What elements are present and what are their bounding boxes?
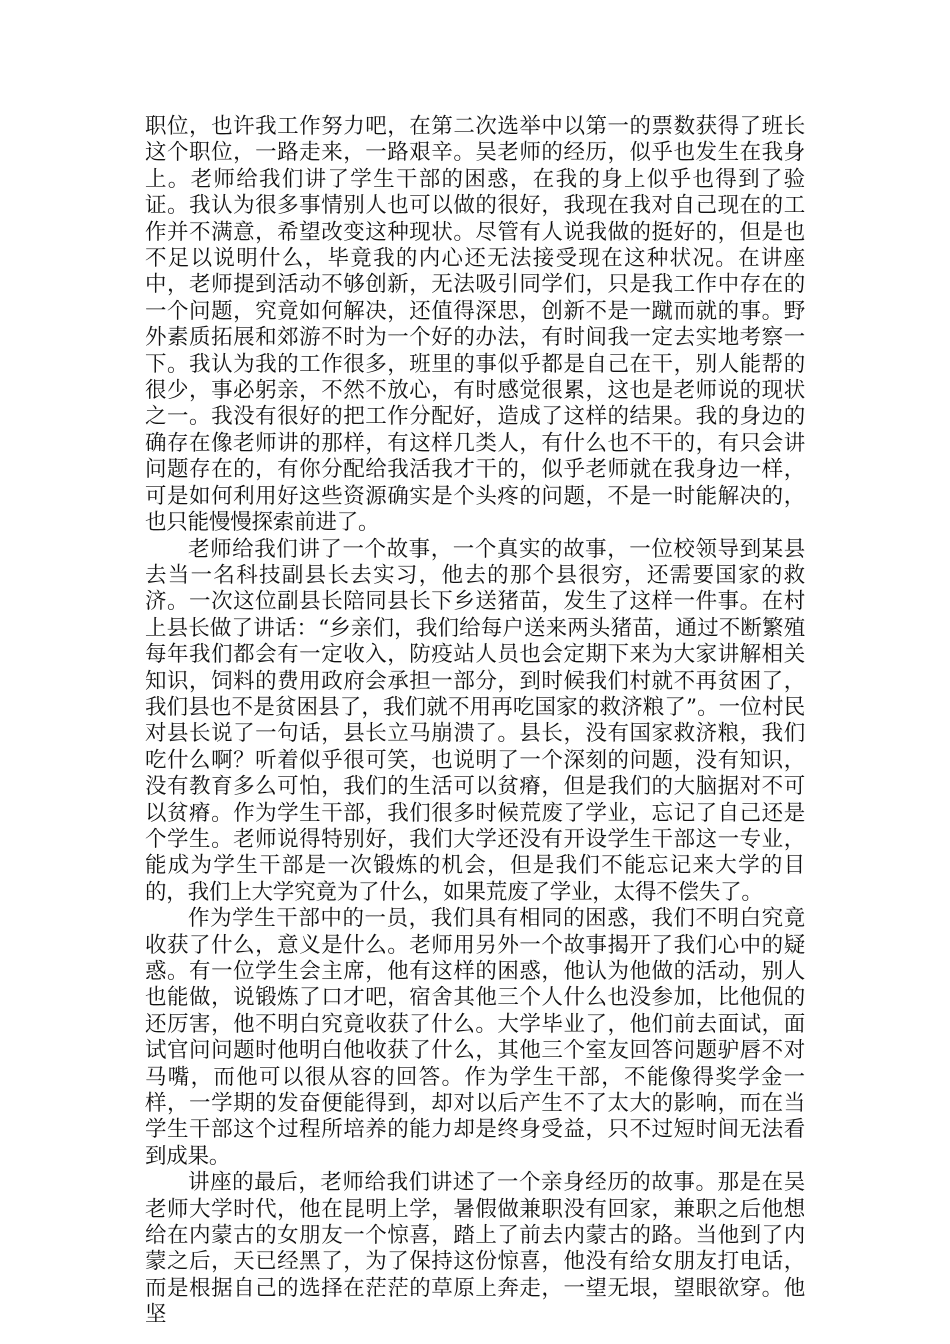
paragraph-1: 职位，也许我工作努力吧，在第二次选举中以第一的票数获得了班长这个职位，一路走来，一路艰辛。吴老师的经历，似乎也发生在我身上。老师给我们讲了学生干部的困惑，在我的身上似乎也得到了验证。我认为很多事情别人也可以做的很好，我现在我对自己现在的工作并不满意，希望改变这种现状。尽管有人说我做的挺好的，但是也不足以说明什么，毕竟我的内心还无法接受现在这种状况。在讲座中，老师提到活动不够创新，无法吸引同学们，只是我工作中存在的一个问题，究竟如何解决，还值得深思，创新不是一蹴而就的事。野外素质拓展和郊游不时为一个好的办法，有时间我一定去实地考察一下。我认为我的工作很多，班里的事似乎都是自己在干，别人能帮的很少，事必躬亲，不然不放心，有时感觉很累，这也是老师说的现状之一。我没有很好的把工作分配好，造成了这样的结果。我的身边的确存在像老师讲的那样，有这样几类人，有什么也不干的，有只会讲问题存在的，有你分配给我活我才干的，似乎老师就在我身边一样，可是如何利用好这些资源确实是个头疼的问题，不是一时能解决的，也只能慢慢探索前进了。 <box>145 114 805 536</box>
paragraph-2: 老师给我们讲了一个故事，一个真实的故事，一位校领导到某县去当一名科技副县长去实习，他去的那个县很穷，还需要国家的救济。一次这位副县长陪同县长下乡送猪苗，发生了这样一件事。在村上县长做了讲话：“乡亲们，我们给每户送来两头猪苗，通过不断繁殖每年我们都会有一定收入，防疫站人员也会定期下来为大家讲解相关知识，饲料的费用政府会承担一部分，到时候我们村就不再贫困了，我们县也不是贫困县了，我们就不用再吃国家的救济粮了”。一位村民对县长说了一句话，县长立马崩溃了。县长，没有国家救济粮，我们吃什么啊？听着似乎很可笑，也说明了一个深刻的问题，没有知识，没有教育多么可怕，我们的生活可以贫瘠，但是我们的大脑据对不可以贫瘠。作为学生干部，我们很多时候荒废了学业，忘记了自己还是个学生。老师说得特别好，我们大学还没有开设学生干部这一专业，能成为学生干部是一次锻炼的机会，但是我们不能忘记来大学的目的，我们上大学究竟为了什么，如果荒废了学业，太得不偿失了。 <box>145 536 805 905</box>
document-body <box>145 114 805 1329</box>
paragraph-4: 讲座的最后，老师给我们讲述了一个亲身经历的故事。那是在吴老师大学时代，他在昆明上学，暑假做兼职没有回家，兼职之后他想给在内蒙古的女朋友一个惊喜，踏上了前去内蒙古的路。当他到了内蒙之后，天已经黑了，为了保持这份惊喜，他没有给女朋友打电话，而是根据自己的选择在茫茫的草原上奔走，一望无垠，望眼欲穿。他坚 <box>145 1170 805 1328</box>
paragraph-3: 作为学生干部中的一员，我们具有相同的困惑，我们不明白究竟收获了什么，意义是什么。老师用另外一个故事揭开了我们心中的疑惑。有一位学生会主席，他有这样的困惑，他认为他做的活动，别人也能做，说锻炼了口才吧，宿舍其他三个人什么也没参加，比他侃的还厉害，他不明白究竟收获了什么。大学毕业了，他们前去面试，面试官问问题时他明白他收获了什么，其他三个室友回答问题驴唇不对马嘴，而他可以很从容的回答。作为学生干部，不能像得奖学金一样，一学期的发奋便能得到，却对以后产生不了太大的影响，而在当学生干部这个过程所培养的能力却是终身受益，只不过短时间无法看到成果。 <box>145 906 805 1169</box>
